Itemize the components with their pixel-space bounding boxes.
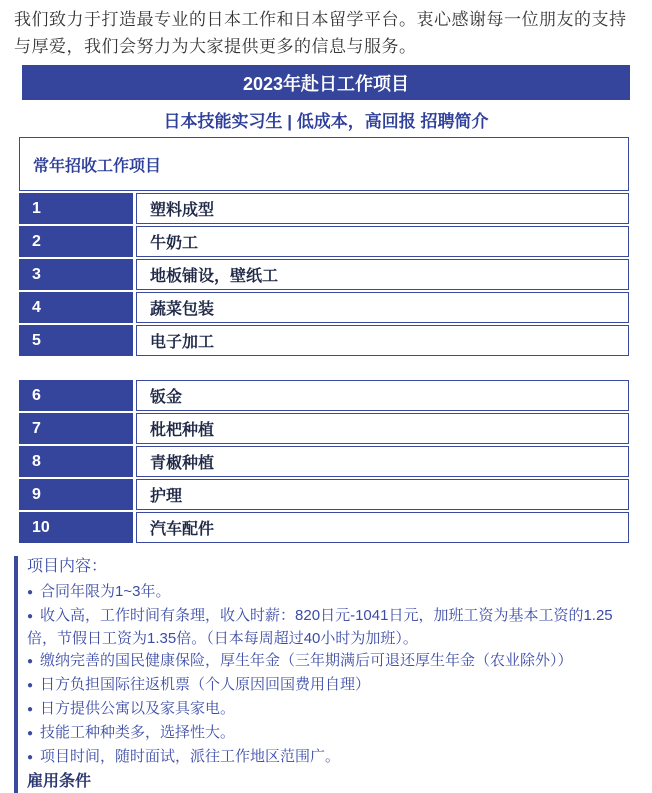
list-item-text: 技能工种种类多，选择性大。 xyxy=(40,724,236,741)
row-number-cell: 4 xyxy=(19,292,133,323)
bullet-list xyxy=(27,581,638,769)
row-job-name-cell: 钣金 xyxy=(136,380,629,411)
table-row xyxy=(19,226,629,257)
row-number-cell: 7 xyxy=(19,413,133,444)
list-item xyxy=(27,746,638,769)
table-row xyxy=(19,259,629,290)
employment-conditions-heading: 雇用条件 xyxy=(27,773,92,790)
list-item-text: 缴纳完善的国民健康保险，厚生年金（三年期满后可退还厚生年金（农业除外）） xyxy=(40,652,573,669)
row-job-name-cell: 塑料成型 xyxy=(136,193,629,224)
program-title-banner xyxy=(22,65,630,100)
row-number-cell: 3 xyxy=(19,259,133,290)
table-row xyxy=(19,325,629,356)
list-item xyxy=(27,722,638,745)
row-number-cell: 1 xyxy=(19,193,133,224)
list-item xyxy=(27,605,638,649)
intro-paragraph: 我们致力于打造最专业的日本工作和日本留学平台。衷心感谢每一位朋友的支持与厚爱，我们会努力为大家提供更多的信息与服务。 xyxy=(14,10,627,56)
bullet-icon: ● xyxy=(27,587,34,598)
details-title: 项目内容： xyxy=(27,558,108,575)
jobs-header-box xyxy=(19,137,629,191)
jobs-header-label: 常年招收工作项目 xyxy=(33,157,162,175)
row-job-name-cell: 地板铺设，壁纸工 xyxy=(136,259,629,290)
row-number-cell: 10 xyxy=(19,512,133,543)
row-number-cell: 9 xyxy=(19,479,133,510)
row-number-cell: 8 xyxy=(19,446,133,477)
bullet-icon: ● xyxy=(27,704,34,715)
program-subtitle: 日本技能实习生 | 低成本，高回报 招聘简介 xyxy=(163,112,489,131)
row-job-name-cell: 青椒种植 xyxy=(136,446,629,477)
row-job-name-cell: 电子加工 xyxy=(136,325,629,356)
list-item-text: 合同年限为1~3年。 xyxy=(40,583,171,600)
list-item-text: 项目时间，随时面试，派往工作地区范围广。 xyxy=(40,748,341,765)
table-row xyxy=(19,292,629,323)
list-item-text: 日方负担国际往返机票（个人原因回国费用自理） xyxy=(40,676,371,693)
bullet-icon: ● xyxy=(27,611,34,622)
table-row xyxy=(19,193,629,224)
row-job-name-cell: 牛奶工 xyxy=(136,226,629,257)
table-row xyxy=(19,479,629,510)
details-section xyxy=(14,556,638,793)
jobs-table-1 xyxy=(19,193,629,356)
row-number-cell: 6 xyxy=(19,380,133,411)
list-item xyxy=(27,698,638,721)
bullet-icon: ● xyxy=(27,656,34,667)
bullet-icon: ● xyxy=(27,680,34,691)
list-item-text: 日方提供公寓以及家具家电。 xyxy=(40,700,236,717)
jobs-table-2 xyxy=(19,380,629,543)
row-number-cell: 2 xyxy=(19,226,133,257)
list-item-text: 收入高，工作时间有条理，收入时薪：820日元-1041日元，加班工资为基本工资的1.25倍，节假日工资为1.35倍。（日本每周超过40小时为加班）。 xyxy=(27,607,613,647)
row-job-name-cell: 汽车配件 xyxy=(136,512,629,543)
table-row xyxy=(19,413,629,444)
table-row xyxy=(19,380,629,411)
row-number-cell: 5 xyxy=(19,325,133,356)
table-row xyxy=(19,446,629,477)
bullet-icon: ● xyxy=(27,752,34,763)
program-title: 2023年赴日工作项目 xyxy=(242,73,410,94)
list-item xyxy=(27,581,638,604)
list-item xyxy=(27,674,638,697)
list-item xyxy=(27,650,638,673)
row-job-name-cell: 枇杷种植 xyxy=(136,413,629,444)
bullet-icon: ● xyxy=(27,728,34,739)
row-job-name-cell: 护理 xyxy=(136,479,629,510)
table-row xyxy=(19,512,629,543)
row-job-name-cell: 蔬菜包装 xyxy=(136,292,629,323)
